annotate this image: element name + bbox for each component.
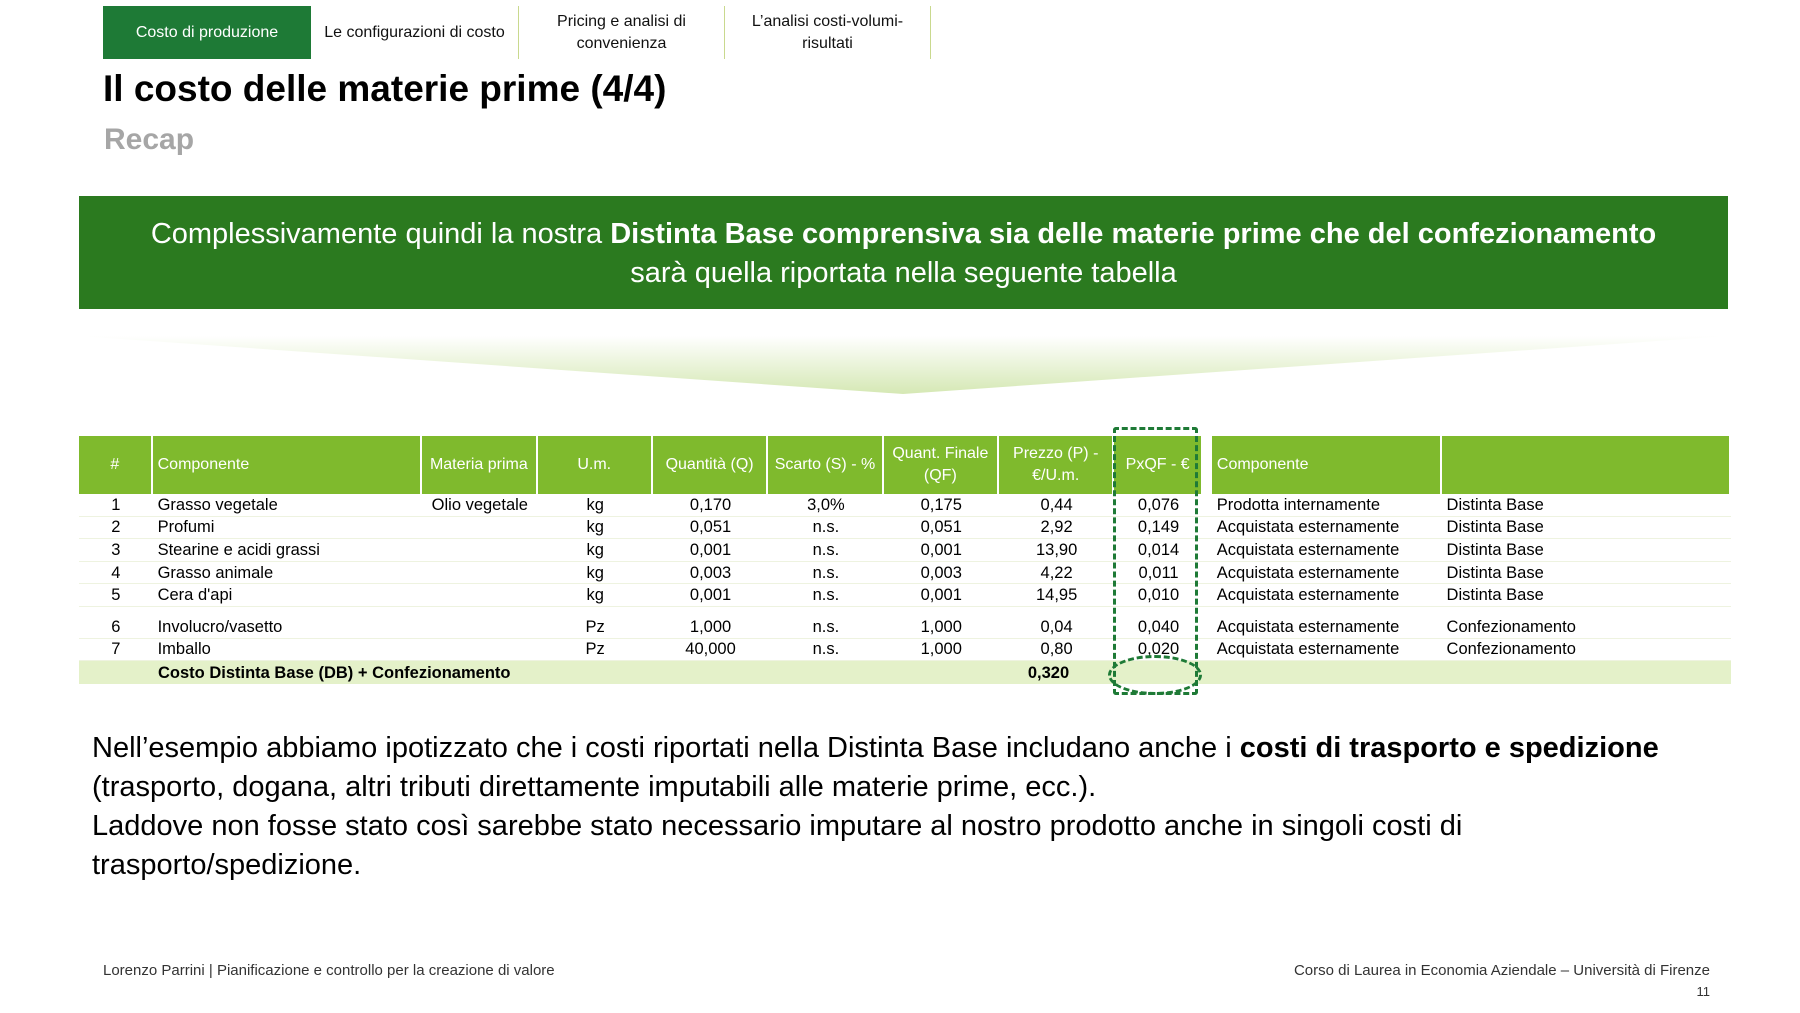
cell-component: Involucro/vasetto bbox=[157, 617, 283, 636]
footer-author: Lorenzo Parrini | Pianificazione e controllo per la creazione di valore bbox=[103, 962, 555, 979]
cell-scrap: n.s. bbox=[812, 640, 840, 659]
cell-row-number: 7 bbox=[111, 640, 121, 659]
total-spacer bbox=[79, 661, 153, 684]
cell-row-number: 2 bbox=[111, 518, 121, 537]
cell-spacer bbox=[1203, 539, 1212, 561]
table-row bbox=[79, 584, 1731, 607]
cell-cost: 0,011 bbox=[1138, 563, 1179, 582]
cell-component-type: Acquistata esternamente bbox=[1216, 540, 1400, 559]
cell-row-number: 3 bbox=[111, 540, 121, 559]
cell-price: 2,92 bbox=[1040, 518, 1073, 537]
cell-spacer bbox=[1203, 639, 1212, 661]
cell-category: Distinta Base bbox=[1446, 495, 1544, 514]
cell-category: Distinta Base bbox=[1446, 563, 1544, 582]
cell-row-number: 5 bbox=[111, 586, 121, 605]
header-cell: Quantità (Q) bbox=[653, 436, 768, 494]
header-cell: U.m. bbox=[538, 436, 653, 494]
cell-component-type: Acquistata esternamente bbox=[1216, 617, 1400, 636]
cell-spacer bbox=[1203, 494, 1212, 516]
cell-quantity: 0,170 bbox=[689, 495, 732, 514]
cell-unit: kg bbox=[586, 495, 604, 514]
cell-quantity: 0,001 bbox=[689, 586, 732, 605]
tab-analisi-cvr[interactable]: L’analisi costi-volumi-risultati bbox=[725, 6, 931, 59]
cell-cost: 0,010 bbox=[1137, 586, 1180, 605]
cell-raw-material: Olio vegetale bbox=[431, 495, 528, 514]
header-cell bbox=[1442, 436, 1731, 494]
header-cell: Quant. Finale (QF) bbox=[884, 436, 999, 494]
cell-category: Distinta Base bbox=[1446, 518, 1544, 537]
header-spacer bbox=[1203, 436, 1212, 494]
cell-component-type: Acquistata esternamente bbox=[1216, 518, 1400, 537]
header-cell: Scarto (S) - % bbox=[768, 436, 883, 494]
cell-final-quantity: 0,051 bbox=[920, 518, 962, 537]
cell-unit: Pz bbox=[585, 617, 605, 636]
tab-configurazioni-di-costo[interactable]: Le configurazioni di costo bbox=[311, 6, 519, 59]
cell-category: Distinta Base bbox=[1446, 586, 1544, 605]
summary-banner bbox=[79, 196, 1728, 309]
cell-cost: 0,149 bbox=[1137, 518, 1180, 537]
cell-row-number: 6 bbox=[111, 617, 121, 636]
cell-final-quantity: 1,000 bbox=[920, 617, 962, 636]
cell-spacer bbox=[1203, 517, 1212, 539]
cell-final-quantity: 1,000 bbox=[920, 640, 962, 659]
cell-spacer bbox=[1203, 562, 1212, 584]
footer-course: Corso di Laurea in Economia Aziendale – Università di Firenze bbox=[1293, 962, 1710, 979]
explanation-text bbox=[92, 729, 1732, 885]
page-title: Il costo delle materie prime (4/4) bbox=[103, 68, 667, 109]
cell-final-quantity: 0,001 bbox=[920, 540, 962, 559]
cell-cost: 0,076 bbox=[1137, 495, 1180, 514]
table-body bbox=[79, 494, 1731, 661]
cell-cost: 0,020 bbox=[1137, 640, 1180, 659]
paragraph-1 bbox=[92, 729, 1732, 807]
paragraph-2: Laddove non fosse stato così sarebbe stato necessario imputare al nostro prodotto anche in singoli costi di trasporto/spedizione. bbox=[92, 810, 1463, 881]
paragraph-1-start: Nell’esempio abbiamo ipotizzato che i costi riportati nella Distinta Base includano anche i bbox=[92, 732, 1240, 764]
header-cell: Componente bbox=[153, 436, 423, 494]
cell-price: 0,44 bbox=[1040, 495, 1073, 514]
cell-final-quantity: 0,175 bbox=[920, 495, 962, 514]
cell-cost: 0,014 bbox=[1137, 540, 1180, 559]
total-row bbox=[79, 661, 1731, 684]
banner-text-end: sarà quella riportata nella seguente tabella bbox=[630, 257, 1177, 289]
cell-final-quantity: 0,001 bbox=[920, 586, 962, 605]
total-value: 0,320 bbox=[1027, 663, 1070, 682]
header-cell: Materia prima bbox=[422, 436, 537, 494]
cell-component: Profumi bbox=[157, 518, 215, 537]
cell-component: Cera d'api bbox=[157, 586, 233, 605]
paragraph-1-bold: costi di trasporto e spedizione bbox=[1239, 732, 1659, 764]
cell-component: Grasso animale bbox=[157, 563, 274, 582]
cell-spacer bbox=[1203, 616, 1212, 638]
cell-final-quantity: 0,003 bbox=[920, 563, 962, 582]
cell-raw-material bbox=[422, 562, 537, 584]
cell-spacer bbox=[1203, 584, 1212, 606]
cell-raw-material bbox=[422, 539, 537, 561]
table-row bbox=[79, 562, 1731, 585]
cell-quantity: 40,000 bbox=[685, 640, 736, 659]
cell-quantity: 1,000 bbox=[689, 617, 732, 636]
cell-scrap: n.s. bbox=[812, 617, 840, 636]
tab-pricing[interactable]: Pricing e analisi di convenienza bbox=[519, 6, 725, 59]
decorative-wedge bbox=[79, 336, 1728, 396]
cell-component-type: Prodotta internamente bbox=[1216, 495, 1381, 514]
cell-quantity: 0,003 bbox=[689, 563, 732, 582]
header-cell: Componente bbox=[1212, 436, 1442, 494]
cell-component-type: Acquistata esternamente bbox=[1216, 640, 1400, 659]
cell-scrap: n.s. bbox=[812, 518, 840, 537]
cell-unit: kg bbox=[586, 518, 604, 537]
cell-category: Confezionamento bbox=[1446, 617, 1576, 636]
cell-unit: kg bbox=[586, 563, 604, 582]
cell-quantity: 0,051 bbox=[689, 518, 732, 537]
cell-price: 4,22 bbox=[1040, 563, 1073, 582]
cell-scrap: n.s. bbox=[812, 563, 840, 582]
cell-row-number: 4 bbox=[111, 563, 121, 582]
page-number: 11 bbox=[1696, 984, 1710, 999]
table-row bbox=[79, 616, 1731, 639]
cell-price: 14,95 bbox=[1035, 586, 1078, 605]
cell-category: Distinta Base bbox=[1446, 540, 1544, 559]
paragraph-1-end: (trasporto, dogana, altri tributi direttamente imputabili alle materie prime, ecc.). bbox=[92, 771, 1097, 803]
cell-component: Grasso vegetale bbox=[157, 495, 278, 514]
banner-text-start: Complessivamente quindi la nostra bbox=[150, 218, 611, 250]
cell-row-number: 1 bbox=[111, 495, 121, 514]
cell-unit: Pz bbox=[585, 640, 605, 659]
cell-unit: kg bbox=[586, 586, 604, 605]
cell-category: Confezionamento bbox=[1446, 640, 1576, 659]
cell-component: Stearine e acidi grassi bbox=[157, 540, 320, 559]
total-highlight-circle bbox=[1108, 655, 1202, 695]
cell-cost: 0,040 bbox=[1137, 617, 1180, 636]
total-label: Costo Distinta Base (DB) + Confezionamento bbox=[158, 663, 511, 682]
cell-raw-material bbox=[422, 517, 537, 539]
cell-scrap: 3,0% bbox=[807, 495, 845, 514]
table-row bbox=[79, 494, 1731, 517]
bill-of-materials-table bbox=[79, 436, 1731, 684]
cell-unit: kg bbox=[586, 540, 604, 559]
tab-costo-di-produzione[interactable]: Costo di produzione bbox=[103, 6, 311, 59]
cell-scrap: n.s. bbox=[812, 540, 840, 559]
cell-price: 0,80 bbox=[1040, 640, 1073, 659]
header-cell: PxQF - € bbox=[1114, 436, 1203, 494]
section-tabs bbox=[103, 6, 931, 59]
table-row bbox=[79, 539, 1731, 562]
cell-price: 13,90 bbox=[1035, 540, 1078, 559]
page-subtitle: Recap bbox=[104, 123, 195, 156]
cell-price: 0,04 bbox=[1040, 617, 1073, 636]
banner-text-bold: Distinta Base comprensiva sia delle materie prime che del confezionamento bbox=[610, 218, 1657, 250]
cell-raw-material bbox=[422, 584, 537, 606]
cell-component: Imballo bbox=[157, 640, 211, 659]
cell-component-type: Acquistata esternamente bbox=[1216, 563, 1400, 582]
header-cell: # bbox=[79, 436, 153, 494]
table-header bbox=[79, 436, 1731, 494]
cell-quantity: 0,001 bbox=[689, 540, 732, 559]
table-row bbox=[79, 517, 1731, 540]
table-row bbox=[79, 639, 1731, 662]
cell-raw-material bbox=[422, 639, 537, 661]
cell-component-type: Acquistata esternamente bbox=[1216, 586, 1400, 605]
cell-scrap: n.s. bbox=[812, 586, 840, 605]
header-cell: Prezzo (P) - €/U.m. bbox=[999, 436, 1114, 494]
cell-raw-material bbox=[422, 616, 537, 638]
